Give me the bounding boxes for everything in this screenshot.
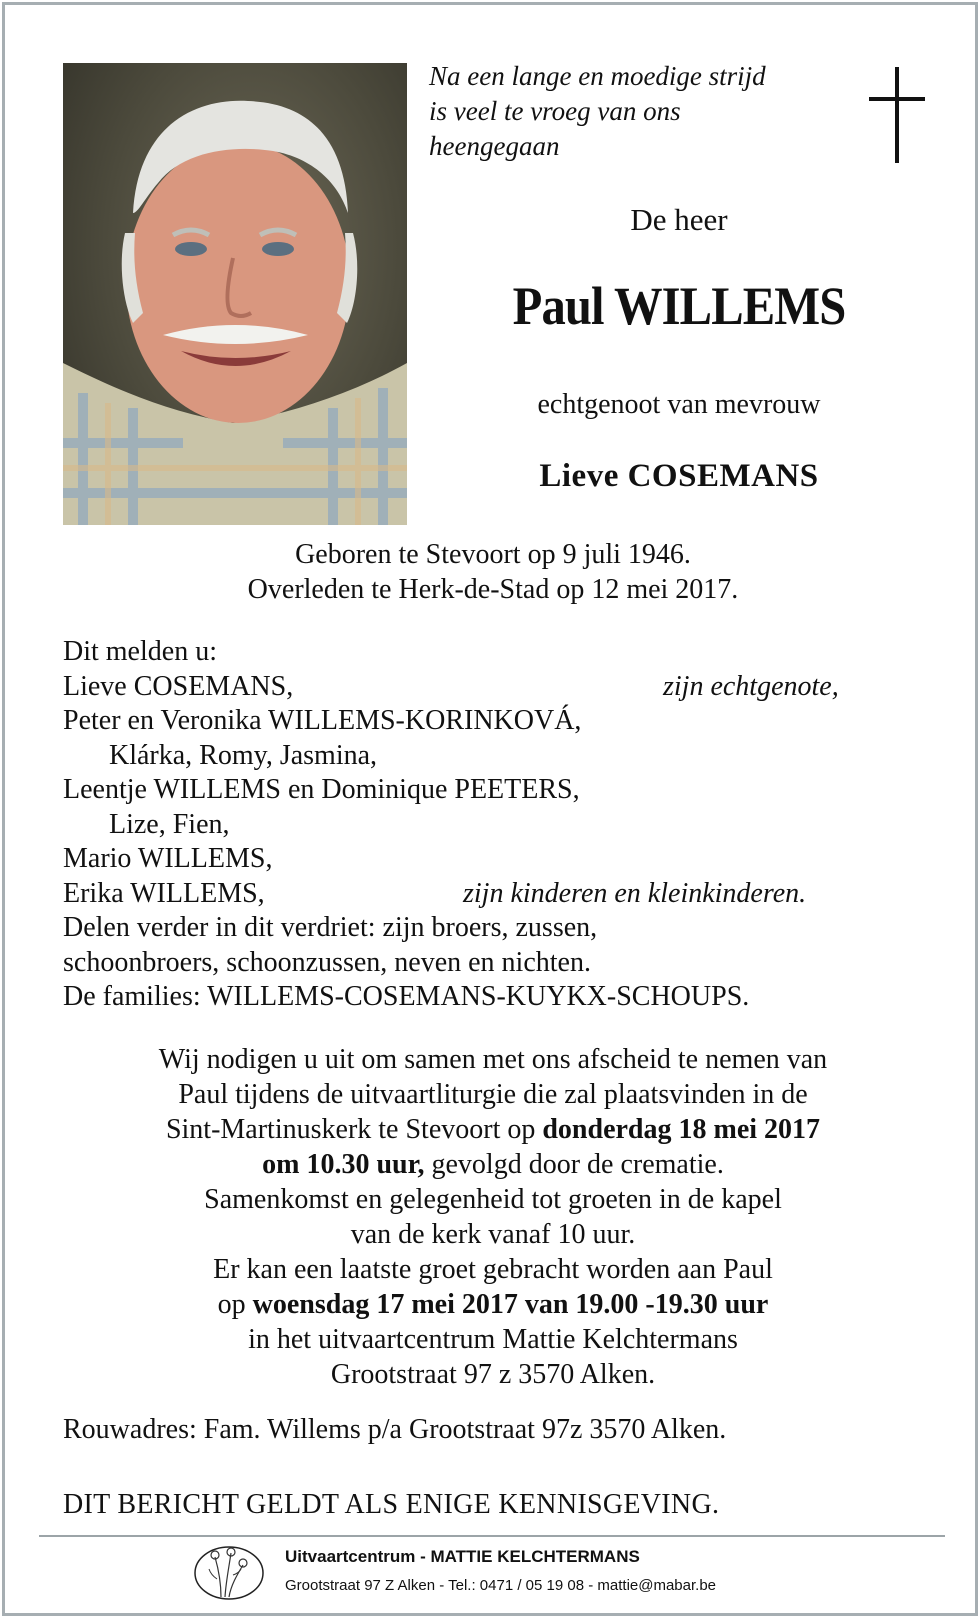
family-line: Klárka, Romy, Jasmina, xyxy=(109,739,378,771)
funeral-time: om 10.30 uur, xyxy=(262,1149,425,1180)
family-line: Peter en Veronika WILLEMS-KORINKOVÁ, xyxy=(63,705,582,736)
family-intro: Dit melden u: xyxy=(63,636,217,667)
invitation-line: Samenkomst en gelegenheid tot groeten in de kapel xyxy=(204,1184,782,1215)
family-line xyxy=(63,877,883,912)
invitation-line xyxy=(5,1287,980,1322)
invitation-line: Grootstraat 97 z 3570 Alken. xyxy=(330,1359,656,1390)
family-line: Lize, Fien, xyxy=(109,808,230,840)
family-line xyxy=(63,670,883,705)
funeral-home-name: Uitvaartcentrum - MATTIE KELCHTERMANS xyxy=(285,1547,640,1566)
invitation-line: Paul tijdens de uitvaartliturgie die zal plaatsvinden in de xyxy=(178,1079,808,1110)
funeral-date: donderdag 18 mei 2017 xyxy=(542,1114,821,1145)
flower-logo-icon xyxy=(191,1543,267,1603)
invitation-text: Sint-Martinuskerk te Stevoort op xyxy=(165,1114,543,1145)
cross-icon xyxy=(869,67,925,163)
family-announcement xyxy=(63,635,883,1015)
portrait-photo xyxy=(63,63,407,525)
family-member: Erika WILLEMS, xyxy=(63,877,265,909)
invitation-line: in het uitvaartcentrum Mattie Kelchtermans xyxy=(248,1324,738,1355)
honorific: De heer xyxy=(630,202,728,237)
deceased-name: Paul WILLEMS xyxy=(512,276,846,336)
family-role: zijn kinderen en kleinkinderen. xyxy=(463,877,807,909)
invitation-line: Wij nodigen u uit om samen met ons afscheid te nemen van xyxy=(158,1044,828,1075)
visitation-date: woensdag 17 mei 2017 van 19.00 -19.30 uur xyxy=(252,1289,769,1320)
funeral-home-contact: Grootstraat 97 Z Alken - Tel.: 0471 / 05 19 08 - mattie@mabar.be xyxy=(285,1577,717,1594)
verse xyxy=(429,59,849,164)
family-line: Leentje WILLEMS en Dominique PEETERS, xyxy=(63,774,580,805)
family-line: De families: WILLEMS-COSEMANS-KUYKX-SCHOUPS. xyxy=(63,981,750,1012)
spouse-label: echtgenoot van mevrouw xyxy=(537,389,821,420)
notice: DIT BERICHT GELDT ALS ENIGE KENNISGEVING. xyxy=(63,1489,720,1520)
footer-divider xyxy=(39,1535,945,1537)
verse-line: Na een lange en moedige strijd xyxy=(429,61,766,91)
invitation-text: gevolgd door de crematie. xyxy=(424,1149,724,1180)
invitation-line xyxy=(5,1147,980,1182)
invitation-line: van de kerk vanaf 10 uur. xyxy=(350,1219,636,1250)
obituary-card xyxy=(2,2,978,1616)
invitation-text: op xyxy=(217,1289,253,1320)
life-dates xyxy=(5,537,980,607)
mourning-address: Rouwadres: Fam. Willems p/a Grootstraat 97z 3570 Alken. xyxy=(63,1414,727,1445)
spouse-name: Lieve COSEMANS xyxy=(539,458,819,494)
funeral-invitation xyxy=(5,1042,980,1392)
invitation-line: Er kan een laatste groet gebracht worden aan Paul xyxy=(213,1254,773,1285)
verse-line: heengegaan xyxy=(429,131,560,161)
family-line: Mario WILLEMS, xyxy=(63,843,273,874)
verse-line: is veel te vroeg van ons xyxy=(429,96,681,126)
death-line: Overleden te Herk-de-Stad op 12 mei 2017. xyxy=(247,574,739,605)
birth-line: Geboren te Stevoort op 9 juli 1946. xyxy=(295,539,691,570)
invitation-line xyxy=(5,1112,980,1147)
family-line: schoonbroers, schoonzussen, neven en nichten. xyxy=(63,946,591,978)
family-member: Lieve COSEMANS, xyxy=(63,670,294,702)
family-role: zijn echtgenote, xyxy=(663,670,839,702)
family-line: Delen verder in dit verdriet: zijn broers, zussen, xyxy=(63,912,598,943)
